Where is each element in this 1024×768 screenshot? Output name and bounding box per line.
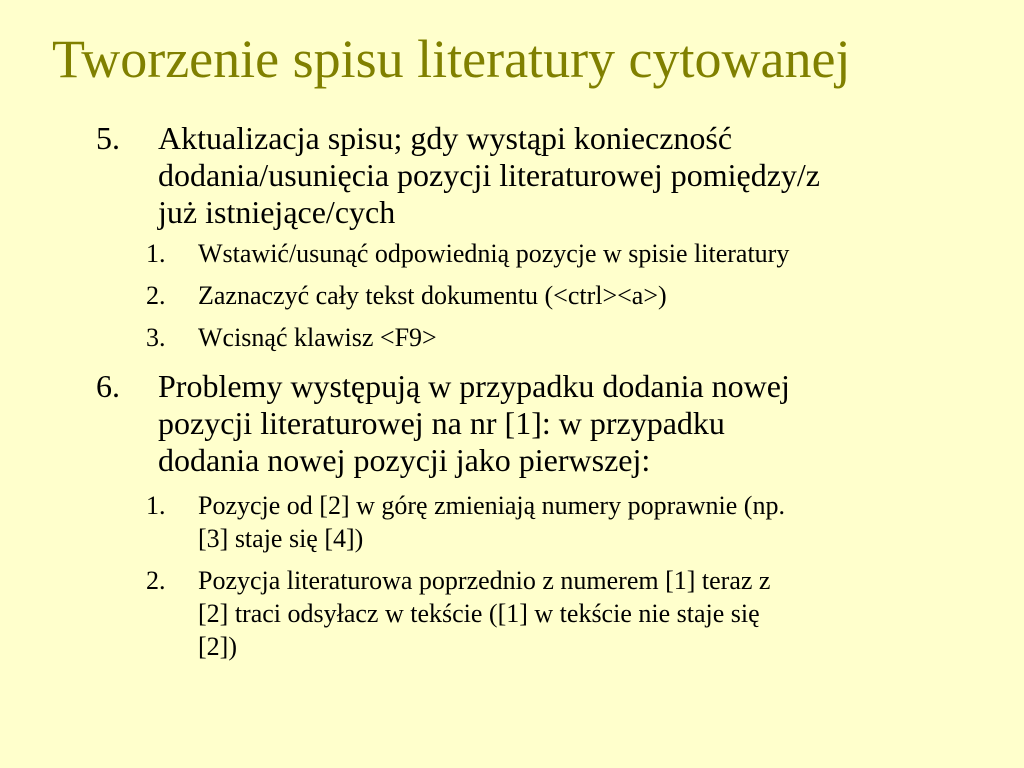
text-line: Aktualizacja spisu; gdy wystąpi konieczność: [158, 120, 733, 156]
sub-item-text: [198, 279, 996, 312]
sub-item-text: [198, 564, 996, 663]
sub-item-5-3: [146, 321, 996, 354]
sub-item-number: 1.: [146, 239, 166, 268]
list-item-5: [96, 120, 996, 231]
sub-item-5-1: [146, 237, 996, 270]
text-line: [2] traci odsyłacz w tekście ([1] w tekście nie staje się: [198, 599, 760, 628]
slide-title: Tworzenie spisu literatury cytowanej: [52, 29, 851, 89]
sub-item-text: [198, 489, 996, 555]
list-item-text: [158, 368, 996, 479]
sub-item-text: [198, 321, 996, 354]
sub-item-number: 1.: [146, 491, 166, 520]
list-item-text: [158, 120, 996, 231]
text-line: Wcisnąć klawisz <F9>: [198, 323, 437, 352]
sub-item-number: 3.: [146, 323, 166, 352]
sub-item-text: [198, 237, 996, 270]
list-item-6: [96, 368, 996, 479]
sub-item-5-2: [146, 279, 996, 312]
text-line: dodania/usunięcia pozycji literaturowej pomiędzy/z: [158, 157, 820, 193]
text-line: już istniejące/cych: [158, 194, 396, 230]
slide-content: [96, 120, 996, 663]
text-line: Pozycja literaturowa poprzednio z numerem [1] teraz z: [198, 566, 771, 595]
text-line: [3] staje się [4]): [198, 524, 364, 553]
sub-item-6-2: [146, 564, 996, 663]
list-item-number: 5.: [96, 120, 120, 156]
sub-item-number: 2.: [146, 281, 166, 310]
list-item-number: 6.: [96, 368, 120, 404]
text-line: pozycji literaturowej na nr [1]: w przypadku: [158, 405, 725, 441]
text-line: [2]): [198, 632, 237, 661]
text-line: Pozycje od [2] w górę zmieniają numery poprawnie (np.: [198, 491, 785, 520]
text-line: Problemy występują w przypadku dodania nowej: [158, 368, 790, 404]
sub-item-6-1: [146, 489, 996, 555]
text-line: dodania nowej pozycji jako pierwszej:: [158, 442, 651, 478]
text-line: Wstawić/usunąć odpowiednią pozycje w spisie literatury: [198, 239, 790, 268]
text-line: Zaznaczyć cały tekst dokumentu (<ctrl><a>): [198, 281, 667, 310]
sub-item-number: 2.: [146, 566, 166, 595]
